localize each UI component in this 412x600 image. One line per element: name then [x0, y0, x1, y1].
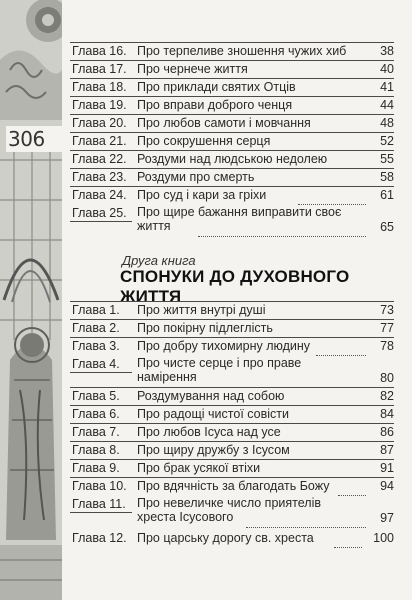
chapter-page: 80 — [380, 371, 394, 385]
chapter-label: Глава 21. — [72, 134, 127, 148]
chapter-page: 65 — [380, 220, 394, 234]
chapter-label: Глава 1. — [72, 303, 120, 317]
chapter-label: Глава 5. — [72, 389, 120, 403]
chapter-page: 91 — [380, 461, 394, 475]
chapter-label: Глава 10. — [72, 479, 127, 493]
chapter-title: Про вдячність за благодать Божу — [137, 479, 330, 493]
chapter-title: Про приклади святих Отців — [137, 80, 296, 94]
chapter-title: Про чернече життя — [137, 62, 248, 76]
chapter-label: Глава 4. — [72, 357, 120, 371]
chapter-title: Роздуми про смерть — [137, 170, 255, 184]
toc-row — [70, 356, 394, 388]
row-rule — [70, 114, 394, 115]
stained-glass-illustration — [0, 0, 62, 600]
chapter-label: Глава 18. — [72, 80, 127, 94]
book-heading: СПОНУКИ ДО ДУХОВНОГО ЖИТТЯ — [120, 267, 350, 306]
row-rule — [70, 319, 394, 320]
chapter-label: Глава 7. — [72, 425, 120, 439]
row-rule — [70, 168, 394, 169]
chapter-label: Глава 22. — [72, 152, 127, 166]
chapter-title: Про терпеливе зношення чужих хиб — [137, 44, 347, 58]
chapter-label: Глава 9. — [72, 461, 120, 475]
chapter-label: Глава 20. — [72, 116, 127, 130]
chapter-title: Про невеличке число приятелів хреста Ісусового — [137, 496, 321, 524]
toc-row — [70, 496, 394, 528]
chapter-page: 84 — [380, 407, 394, 421]
chapter-label: Глава 11. — [72, 497, 126, 511]
row-rule — [70, 337, 394, 338]
chapter-page: 55 — [380, 152, 394, 166]
chapter-title: Роздумування над собою — [137, 389, 285, 403]
chapter-title: Про любов Ісуса над усе — [137, 425, 281, 439]
chapter-label: Глава 17. — [72, 62, 127, 76]
chapter-page: 61 — [380, 188, 394, 202]
chapter-page: 82 — [380, 389, 394, 403]
row-rule — [70, 441, 394, 442]
chapter-label: Глава 6. — [72, 407, 120, 421]
chapter-title: Про щиру дружбу з Ісусом — [137, 443, 290, 457]
row-rule — [70, 387, 394, 388]
row-rule — [70, 372, 132, 373]
chapter-page: 97 — [380, 511, 394, 525]
row-rule — [70, 42, 394, 43]
chapter-page: 38 — [380, 44, 394, 58]
chapter-page: 52 — [380, 134, 394, 148]
chapter-title: Про любов самоти і мовчання — [137, 116, 311, 130]
chapter-label: Глава 23. — [72, 170, 127, 184]
chapter-page: 86 — [380, 425, 394, 439]
chapter-label: Глава 12. — [72, 531, 127, 545]
book-label: Друга книга — [122, 253, 196, 268]
chapter-title: Роздуми над людською недолею — [137, 152, 328, 166]
row-rule — [70, 132, 394, 133]
chapter-page: 41 — [380, 80, 394, 94]
chapter-title: Про покірну підлеглість — [137, 321, 273, 335]
row-rule — [70, 423, 394, 424]
chapter-page: 100 — [373, 531, 394, 545]
chapter-title: Про щире бажання виправити своє життя — [137, 205, 342, 233]
chapter-page: 78 — [380, 339, 394, 353]
chapter-label: Глава 16. — [72, 44, 127, 58]
stained-glass-decoration — [0, 0, 62, 600]
chapter-title: Про добру тихомирну людину — [137, 339, 311, 353]
row-rule — [70, 96, 394, 97]
chapter-label: Глава 8. — [72, 443, 120, 457]
row-rule — [70, 186, 394, 187]
chapter-page: 48 — [380, 116, 394, 130]
chapter-title: Про вправи доброго ченця — [137, 98, 293, 112]
chapter-page: 94 — [380, 479, 394, 493]
chapter-page: 77 — [380, 321, 394, 335]
chapter-page: 58 — [380, 170, 394, 184]
chapter-label: Глава 3. — [72, 339, 120, 353]
chapter-title: Про суд і кари за гріхи — [137, 188, 267, 202]
chapter-label: Глава 25. — [72, 206, 127, 220]
toc-row — [70, 205, 394, 237]
chapter-label: Глава 2. — [72, 321, 120, 335]
page-number: 306 — [6, 126, 62, 152]
row-rule — [70, 512, 132, 513]
chapter-page: 40 — [380, 62, 394, 76]
chapter-title: Про брак усякої втіхи — [137, 461, 261, 475]
row-rule — [70, 221, 132, 222]
chapter-label: Глава 19. — [72, 98, 127, 112]
chapter-label: Глава 24. — [72, 188, 127, 202]
chapter-page: 73 — [380, 303, 394, 317]
row-rule — [70, 459, 394, 460]
chapter-title: Про радощі чистої совісти — [137, 407, 289, 421]
chapter-title: Про чисте серце і про праве намірення — [137, 356, 302, 384]
chapter-title: Про життя внутрі душі — [137, 303, 266, 317]
row-rule — [70, 60, 394, 61]
row-rule — [70, 301, 394, 302]
row-rule — [70, 78, 394, 79]
chapter-page: 44 — [380, 98, 394, 112]
row-rule — [70, 405, 394, 406]
chapter-title: Про царську дорогу св. хреста — [137, 531, 314, 545]
row-rule — [70, 477, 394, 478]
chapter-title: Про сокрушення серця — [137, 134, 271, 148]
chapter-page: 87 — [380, 443, 394, 457]
row-rule — [70, 150, 394, 151]
